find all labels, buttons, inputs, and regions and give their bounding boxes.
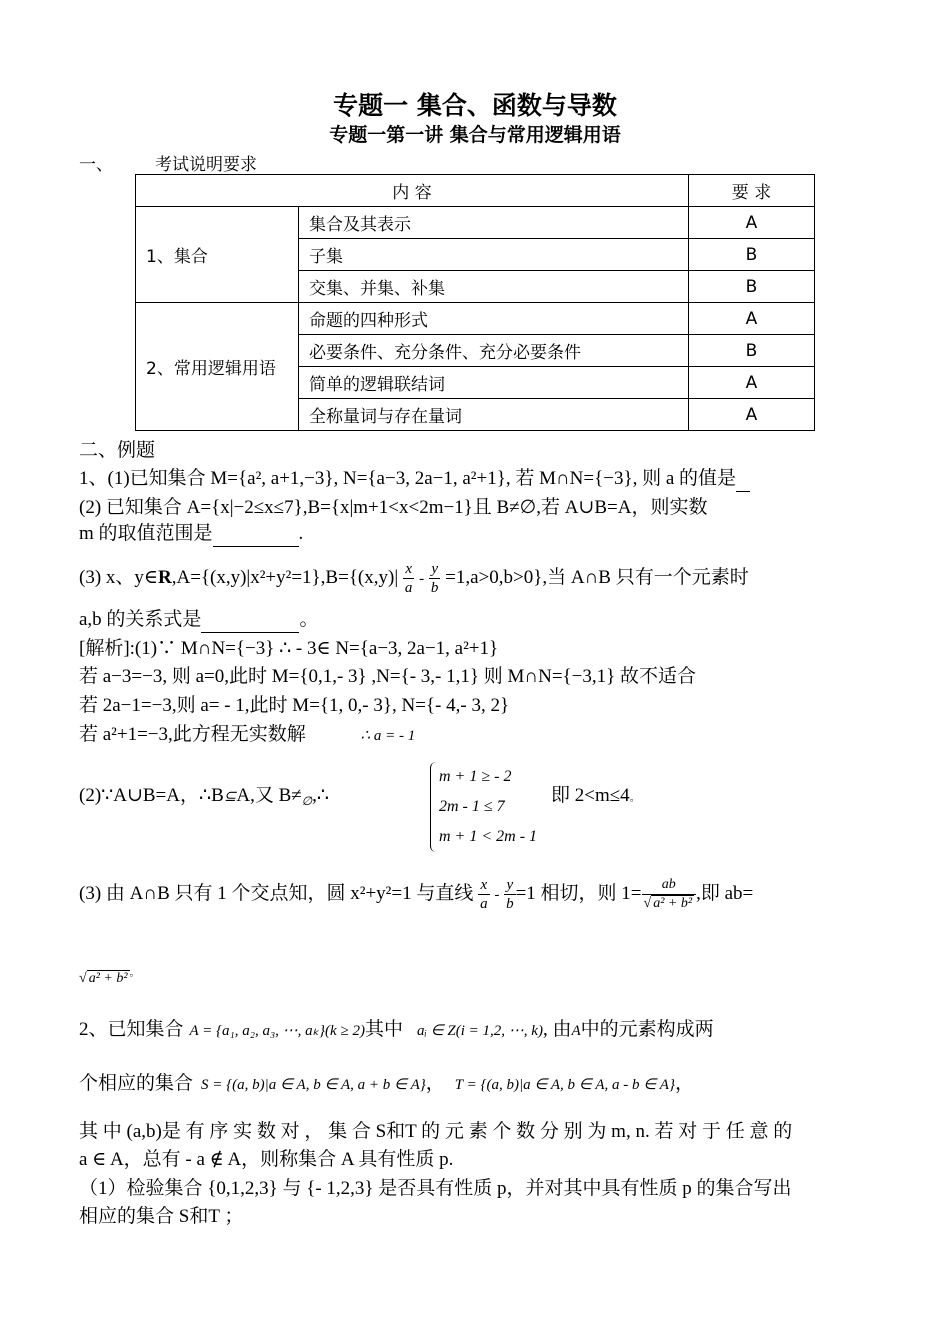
row-item: 命题的四种形式 xyxy=(299,303,689,335)
set-T-definition: T = {(a, b)|a ∈ A, b ∈ A, a - b ∈ A} xyxy=(454,1077,675,1093)
table-header-row xyxy=(136,175,815,207)
fraction-x-a: $\frac{x}{a}$ xyxy=(404,561,413,597)
section1-label: 考试说明要求 xyxy=(155,155,257,175)
q3-pre: (3) x、y∈ xyxy=(79,567,158,588)
table-row xyxy=(136,207,815,239)
ex1-q3b-end: 。 xyxy=(299,609,319,630)
ex1-q2b-end: . xyxy=(298,523,304,544)
solution-line-6b xyxy=(79,962,140,991)
row-req: B xyxy=(689,239,815,271)
header-requirement: 要 求 xyxy=(689,175,815,207)
sqrt-expression: √ a² + b² xyxy=(79,971,128,986)
subset-symbol: ⊆ xyxy=(223,789,237,805)
row-req: A xyxy=(689,303,815,335)
ex1-q3b xyxy=(79,608,318,633)
ex2-l2-pre: 个相应的集合 xyxy=(79,1073,194,1094)
ex1-q1 xyxy=(79,467,750,492)
minus-sign: - xyxy=(419,571,425,587)
sol6-pre: (3) 由 A∩B 只有 1 个交点知，圆 x²+y²=1 与直线 xyxy=(79,883,474,904)
solution-line-1: [解析]:(1)∵ M∩N={−3} ∴ - 3∈ N={a−3, 2a−1, a²+1} xyxy=(79,638,499,659)
ex2-line-3: 其 中 (a,b)是 有 序 实 数 对 ， 集 合 S和T 的 元 素 个 数 分 别 为 m, n. 若 对 于 任 意 的 xyxy=(79,1121,793,1142)
header-content: 内 容 xyxy=(136,175,689,207)
real-set-symbol: R xyxy=(157,567,172,588)
row-req: A xyxy=(689,367,815,399)
sol5-end: 。 xyxy=(629,793,640,804)
ex2-line-1 xyxy=(79,1012,714,1049)
sol5-pre: (2)∵A∪B=A，∴B xyxy=(79,785,224,806)
solution-line-5 xyxy=(79,784,329,813)
inequality-system xyxy=(430,762,537,852)
fraction-y-b: $\frac{y}{b}$ xyxy=(430,561,439,597)
ex1-q2b xyxy=(79,522,303,547)
solution-line-4-math: ∴ a = - 1 xyxy=(360,728,416,744)
ex1-q3b-text: a,b 的关系式是 xyxy=(79,609,202,630)
sol5-post: ,∴ xyxy=(312,785,329,806)
minus-sign: - xyxy=(494,887,500,903)
requirements-table xyxy=(135,174,815,431)
section1-number: 一、 xyxy=(79,155,113,175)
row-item: 全称量词与存在量词 xyxy=(299,399,689,431)
ex2-l1-mid: 其中 xyxy=(364,1019,403,1040)
element-condition: aᵢ ∈ Z(i = 1,2, ⋯, k) xyxy=(416,1023,543,1039)
fraction-ab-sqrt: $\frac{ab}{\text{√ a² + b²}}$ xyxy=(642,876,697,913)
q3-post: =1,a>0,b>0},当 A∩B 只有一个元素时 xyxy=(445,567,749,588)
ex2-line-5: （1）检验集合 {0,1,2,3} 与 {- 1,2,3} 是否具有性质 p，并对其中具有性质 p 的集合写出 xyxy=(79,1178,792,1199)
table-row xyxy=(136,303,815,335)
q3-mid: ,A={(x,y)|x²+y²=1},B={(x,y)| xyxy=(171,567,399,588)
ex2-line-6: 相应的集合 S和T ； xyxy=(79,1206,244,1227)
solution-line-2: 若 a−3=−3, 则 a=0,此时 M={0,1,- 3} ,N={- 3,- 1,1} 则 M∩N={−3,1} 故不适合 xyxy=(79,666,696,687)
ex2-l1-end: 中的元素构成两 xyxy=(580,1019,714,1040)
ex2-line-2: 个相应的集合 S = {(a, b)|a ∈ A, b ∈ A, a + b ∈ A}， T = {(a, b)|a ∈ A, b ∈ A, a - b ∈ A}， xyxy=(79,1073,694,1094)
set-A-symbol: A xyxy=(571,1023,581,1039)
set-A-definition: A = {a₁, a₂, a₃, ⋯, aₖ}(k ≥ 2) xyxy=(189,1023,365,1039)
sol6-end: 。 xyxy=(129,968,140,979)
ex1-q1-text: 1、(1)已知集合 M={a², a+1,−3}, N={a−3, 2a−1, a²+1}, 若 M∩N={−3}, 则 a 的值是 xyxy=(79,468,737,489)
inequality-1: m + 1 ≥ - 2 xyxy=(439,768,512,785)
sol6-post: ,即 ab= xyxy=(696,883,754,904)
inequality-3: m + 1 < 2m - 1 xyxy=(439,828,538,845)
ex2-line-4: a ∈ A，总有 - a ∉ A，则称集合 A 具有性质 p. xyxy=(79,1149,454,1170)
fraction-y-b: $\frac{y}{b}$ xyxy=(506,877,514,913)
ex2-l1-post: , 由 xyxy=(542,1019,572,1040)
ex1-q2b-text: m 的取值范围是 xyxy=(79,523,213,544)
ex1-q2a: (2) 已知集合 A={x|−2≤x≤7},B={x|m+1<x<2m−1}且 B≠∅,若 A∪B=A，则实数 xyxy=(79,497,708,518)
answer-blank xyxy=(213,522,299,547)
solution-line-4 xyxy=(79,723,415,748)
row-req: A xyxy=(689,207,815,239)
answer-blank xyxy=(201,608,299,633)
inequality-2: 2m - 1 ≤ 7 xyxy=(439,798,505,815)
answer-blank xyxy=(736,467,750,492)
empty-set-symbol: ∅ xyxy=(301,794,313,808)
fraction-x-a: $\frac{x}{a}$ xyxy=(480,877,488,913)
ex1-q3a xyxy=(79,558,749,599)
sol5-mid: A,又 B≠ xyxy=(236,785,302,806)
main-title: 专题一 集合、函数与导数 xyxy=(333,91,617,120)
sol5-result: 即 2<m≤4 xyxy=(551,785,630,806)
ex2-l1-pre: 2、已知集合 xyxy=(79,1019,184,1040)
row-item: 子集 xyxy=(299,239,689,271)
group-sets: 1、集合 xyxy=(136,207,299,303)
row-req: B xyxy=(689,335,815,367)
solution-line-3: 若 2a−1=−3,则 a= - 1,此时 M={1, 0,- 3}, N={- 4,- 3, 2} xyxy=(79,695,510,716)
row-item: 必要条件、充分条件、充分必要条件 xyxy=(299,335,689,367)
sol6-mid: =1 相切，则 1= xyxy=(515,883,642,904)
set-S-definition: S = {(a, b)|a ∈ A, b ∈ A, a + b ∈ A} xyxy=(201,1077,426,1093)
group-logic: 2、常用逻辑用语 xyxy=(136,303,299,431)
solution-line-5-result xyxy=(551,784,640,811)
section2-heading: 二、例题 xyxy=(79,440,156,461)
row-req: B xyxy=(689,271,815,303)
row-item: 交集、并集、补集 xyxy=(299,271,689,303)
solution-line-6 xyxy=(79,872,753,917)
sub-title: 专题一第一讲 集合与常用逻辑用语 xyxy=(329,124,621,146)
row-item: 简单的逻辑联结词 xyxy=(299,367,689,399)
row-req: A xyxy=(689,399,815,431)
solution-line-4-text: 若 a²+1=−3,此方程无实数解 xyxy=(79,724,306,745)
row-item: 集合及其表示 xyxy=(299,207,689,239)
